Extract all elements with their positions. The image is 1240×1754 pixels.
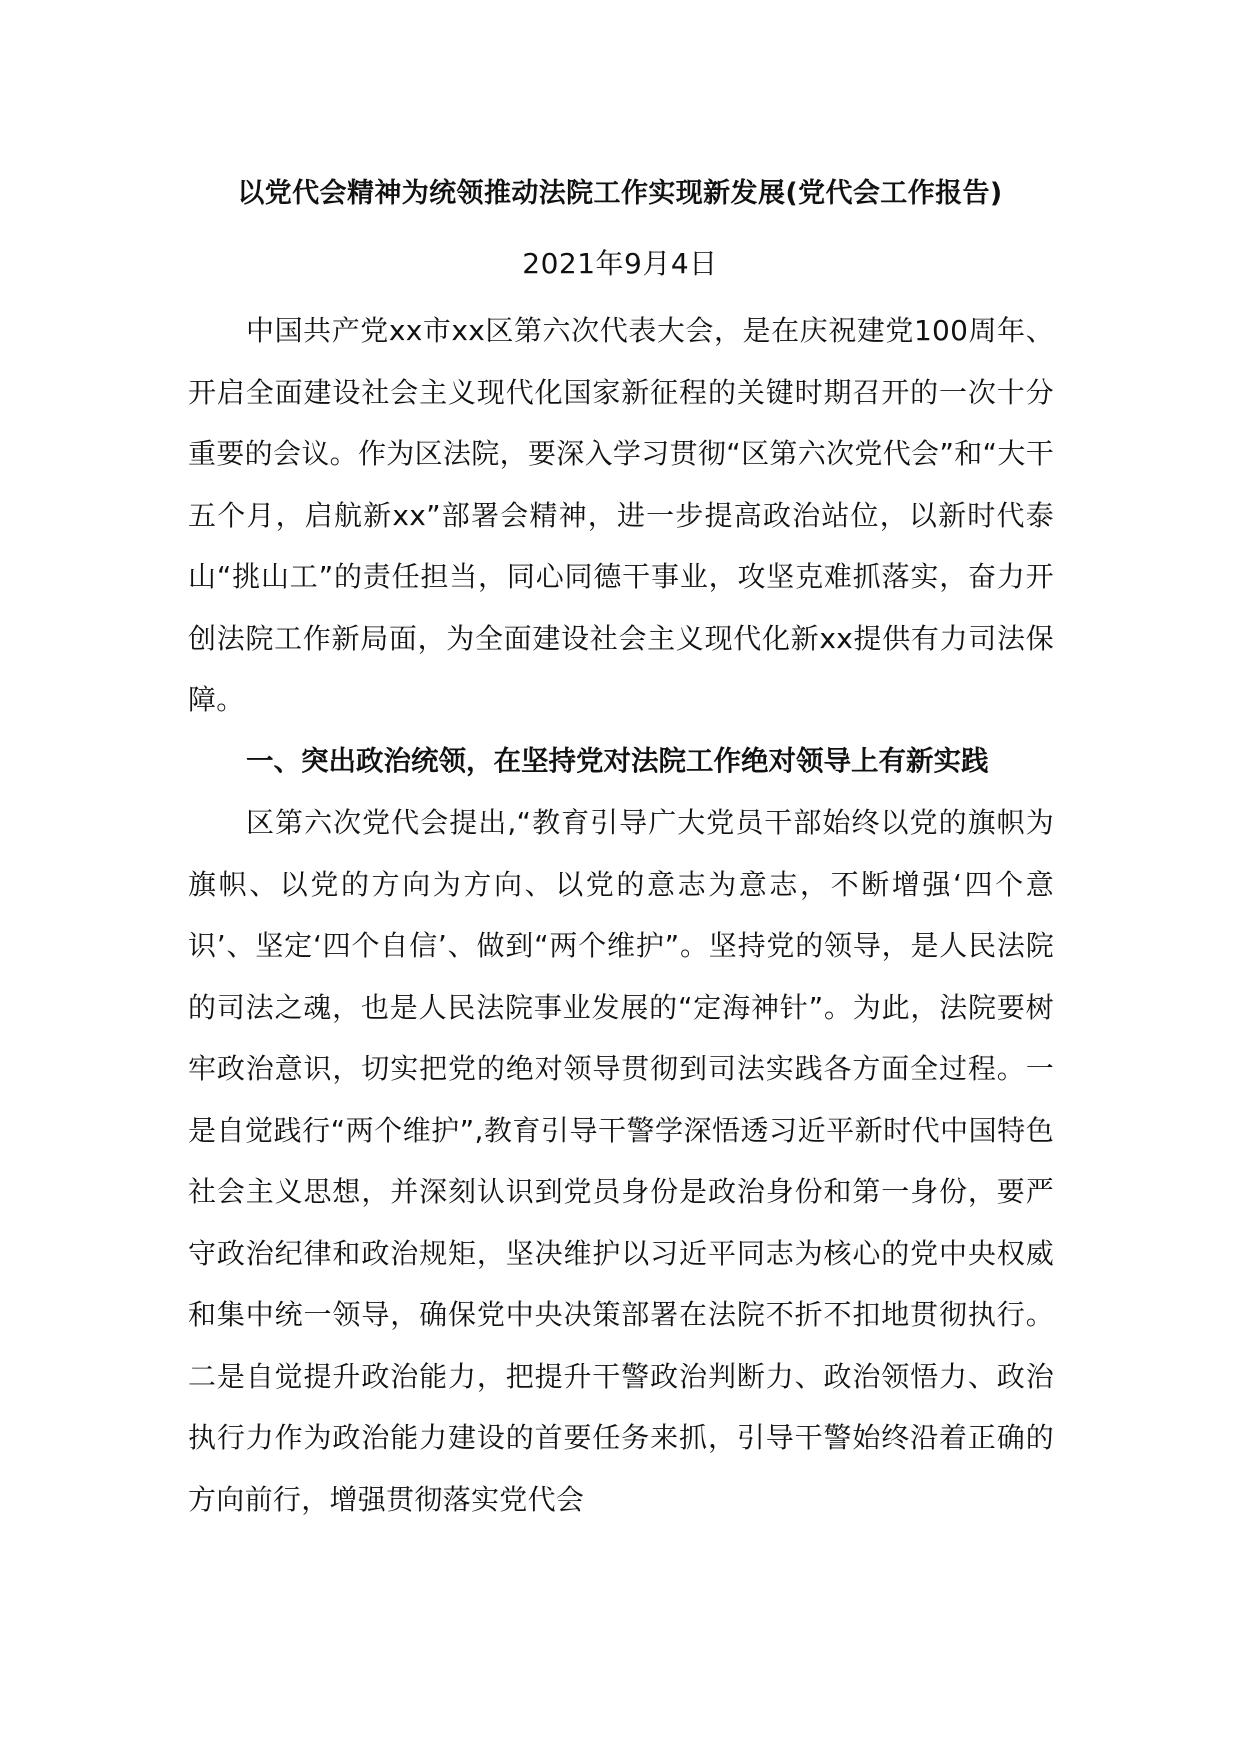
- document-title: 以党代会精神为统领推动法院工作实现新发展(党代会工作报告): [237, 178, 1003, 209]
- intro-paragraph: 中国共产党xx市xx区第六次代表大会，是在庆祝建党100周年、开启全面建设社会主义现代化国家新征程的关键时期召开的一次十分重要的会议。作为区法院，要深入学习贯彻“区第六次党代会”和“大干五个月，启航新xx”部署会精神，进一步提高政治站位，以新时代泰山“挑山工”的责任担当，同心同德干事业，攻坚克难抓落实，奋力开创法院工作新局面，为全面建设社会主义现代化新xx提供有力司法保障。: [188, 314, 1054, 716]
- section-1-paragraph: 区第六次党代会提出,“教育引导广大党员干部始终以党的旗帜为旗帜、以党的方向为方向、以党的意志为意志，不断增强‘四个意识’、坚定‘四个自信’、做到“两个维护”。坚持党的领导，是人民法院的司法之魂，也是人民法院事业发展的“定海神针”。为此，法院要树牢政治意识，切实把党的绝对领导贯彻到司法实践各方面全过程。一是自觉践行“两个维护”,教育引导干警学深悟透习近平新时代中国特色社会主义思想，并深刻认识到党员身份是政治身份和第一身份，要严守政治纪律和政治规矩，坚决维护以习近平同志为核心的党中央权威和集中统一领导，确保党中央决策部署在法院不折不扣地贯彻执行。二是自觉提升政治能力，把提升干警政治判断力、政治领悟力、政治执行力作为政治能力建设的首要任务来抓，引导干警始终沿着正确的方向前行，增强贯彻落实党代会: [188, 806, 1054, 1516]
- document-body: [188, 300, 1054, 1530]
- document-date: 2021年9月4日: [522, 247, 718, 280]
- section-heading-1: 一、突出政治统领，在坚持党对法院工作绝对领导上有新实践: [246, 744, 989, 777]
